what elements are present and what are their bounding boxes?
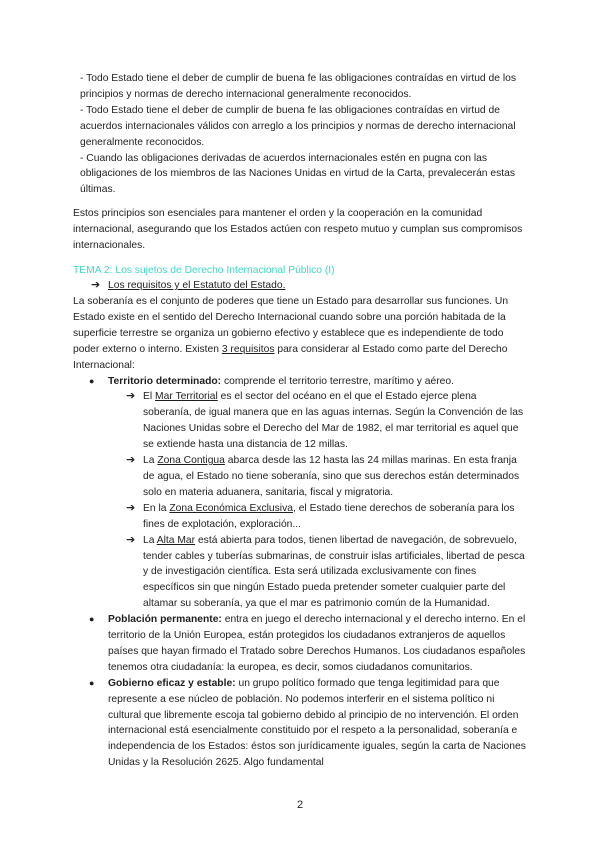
- arrow-icon: ➔: [126, 390, 136, 403]
- arrow-icon: ➔: [126, 533, 136, 546]
- intro-item: - Cuando las obligaciones derivadas de acuerdos internacionales estén en pugna con las obligaciones de los miembros de las Naciones Unidas en virtud de la Carta, prevalecerán estas últimas.: [80, 152, 515, 196]
- arrow-icon: ➔: [126, 454, 136, 467]
- bullet-icon: ●: [89, 614, 95, 625]
- arrow-icon: ➔: [91, 279, 101, 291]
- main-body: [73, 294, 528, 771]
- bullet-icon: ●: [89, 375, 95, 386]
- requisitos-link: 3 requisitos: [221, 343, 275, 355]
- bullet-icon: ●: [89, 677, 95, 688]
- subsection-title: ➔ Los requisitos y el Estatuto del Estado.: [73, 278, 528, 294]
- requirement-item-territorio: ● Territorio determinado: comprende el territorio terrestre, marítimo y aéreo.: [73, 374, 528, 390]
- subitem-zona-economica: ➔ En la Zona Económica Exclusiva, el Estado tiene derechos de soberanía para los fines de explotación, exploración...: [126, 501, 515, 530]
- subitem-mar-territorial: ➔ El Mar Territorial es el sector del océano en el que el Estado ejerce plena soberanía, de igual manera que en las aguas internas. Según la Convención de las Naciones Unidas sobre el Derecho del Mar de 1982, el mar territorial es aquel que se extiende hasta una distancia de 12 millas.: [126, 390, 524, 451]
- requirement-item-poblacion: ● Población permanente: entra en juego el derecho internacional y el derecho interno. En el territorio de la Unión Europea, están protegidos los ciudadanos extranjeros de aquellos países que hayan firmado el Tratado sobre Derechos Humanos. Los ciudadanos españoles tenemos otra ciudadanía: la europea, es decir, somos ciudadanos comunitarios.: [89, 614, 526, 673]
- closing-paragraph: Estos principios son esenciales para mantener el orden y la cooperación en la comunidad internacional, asegurando que los Estados actúen con respeto mutuo y cumplan sus compromisos internacionales.: [73, 208, 523, 251]
- subitem-alta-mar: ➔ La Alta Mar está abierta para todos, tienen libertad de navegación, de sobrevuelo, tender cables y tuberías submarinas, de construir islas artificiales, libertad de pesca y de investigación científica. Esta será utilizada exclusivamente con fines específicos sin que ningún Estado pueda pretender someter cualquier parte del altamar su soberanía, ya que el mar es patrimonio común de la Humanidad.: [126, 533, 525, 610]
- page-number: 2: [296, 799, 304, 811]
- requirement-item-gobierno: ● Gobierno eficaz y estable: un grupo político formado que tenga legitimidad para que represente a ese núcleo de población. No podemos interferir en el sistema político ni cultural que libremente escoja tal gobierno debido al principio de no intervención. El orden internacional está esencialmente constituido por el respeto a la personalidad, soberanía e independencia de los Estados: éstos son jurídicamente iguales, según la carta de Naciones Unidas y la Resolución 2625. Algo fundamental: [89, 677, 526, 769]
- subitem-zona-contigua: ➔ La Zona Contigua abarca desde las 12 hasta las 24 millas marinas. En esta franja de agua, el Estado no tiene soberanía, sino que sus derechos están determinados solo en materia aduanera, sanitaria, fiscal y migratoria.: [126, 454, 520, 498]
- section-heading: TEMA 2: Los sujetos de Derecho Internacional Público (I): [73, 265, 335, 276]
- intro-item: - Todo Estado tiene el deber de cumplir de buena fe las obligaciones contraídas en virtud de acuerdos internacionales válidos con arreglo a los principios y normas de derecho internacional generalmente reconocidos.: [80, 104, 516, 148]
- definition-paragraph: La soberanía es el conjunto de poderes que tiene un Estado para desarrollar sus funciones. Un Estado existe en el sentido del Derecho Internacional cuando sobre una porción habitada de la superficie terrestre se organiza un gobierno efectivo y establece que es independiente de todo poder externo o interno. Existen 3 requisitos para considerar al Estado como parte del Derecho Internacional:: [73, 296, 509, 371]
- intro-item: - Todo Estado tiene el deber de cumplir de buena fe las obligaciones contraídas en virtud de los principios y normas de derecho internacional generalmente reconocidos.: [80, 73, 516, 100]
- intro-list: [73, 71, 528, 198]
- arrow-icon: ➔: [126, 501, 136, 514]
